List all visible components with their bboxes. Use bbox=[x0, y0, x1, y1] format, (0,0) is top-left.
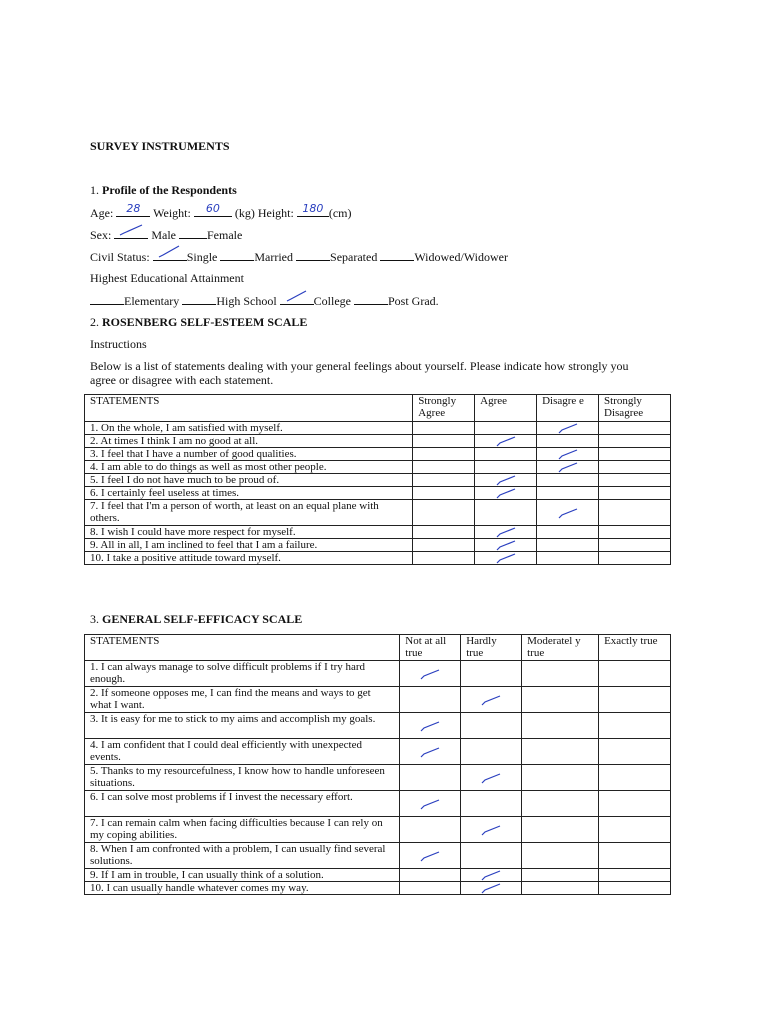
response-mark bbox=[475, 487, 536, 499]
page-title: SURVEY INSTRUMENTS bbox=[90, 139, 230, 153]
table-row bbox=[85, 461, 671, 474]
profile-heading bbox=[90, 183, 237, 197]
response-cell[interactable] bbox=[537, 461, 599, 474]
response-mark bbox=[400, 661, 460, 686]
response-cell[interactable] bbox=[522, 882, 599, 895]
table-row bbox=[85, 739, 671, 765]
column-header-option: Not at all true bbox=[400, 635, 461, 661]
table-row bbox=[85, 765, 671, 791]
edu-high-blank[interactable] bbox=[182, 293, 216, 305]
column-header-option: Hardly true bbox=[461, 635, 522, 661]
table-row bbox=[85, 539, 671, 552]
response-mark bbox=[461, 765, 521, 790]
edu-high-label: High School bbox=[216, 294, 277, 308]
response-cell[interactable] bbox=[461, 791, 522, 817]
statement-text: 5. I feel I do not have much to be proud of. bbox=[85, 474, 413, 487]
table-row bbox=[85, 422, 671, 435]
check-mark-icon bbox=[493, 486, 519, 500]
table-row bbox=[85, 869, 671, 882]
response-cell[interactable] bbox=[413, 539, 475, 552]
efficacy-heading bbox=[90, 612, 302, 626]
response-cell[interactable] bbox=[599, 882, 671, 895]
response-cell[interactable] bbox=[461, 713, 522, 739]
statement-text: 8. When I am confronted with a problem, I can usually find several solutions. bbox=[85, 843, 400, 869]
response-cell[interactable] bbox=[522, 687, 599, 713]
edu-post-blank[interactable] bbox=[354, 293, 388, 305]
response-cell[interactable] bbox=[413, 487, 475, 500]
check-mark-icon bbox=[493, 473, 519, 487]
response-cell[interactable] bbox=[475, 422, 537, 435]
response-cell[interactable] bbox=[522, 817, 599, 843]
check-mark-icon bbox=[493, 551, 519, 565]
edu-college-blank[interactable] bbox=[280, 293, 314, 305]
response-cell[interactable] bbox=[522, 765, 599, 791]
civil-married-blank[interactable] bbox=[220, 249, 254, 261]
response-cell[interactable] bbox=[537, 539, 599, 552]
response-mark bbox=[475, 539, 536, 551]
check-mark-icon bbox=[493, 434, 519, 448]
response-cell[interactable] bbox=[461, 661, 522, 687]
check-mark-icon bbox=[478, 868, 504, 882]
response-cell[interactable] bbox=[537, 500, 599, 526]
check-mark-icon bbox=[555, 460, 581, 474]
response-cell[interactable] bbox=[400, 687, 461, 713]
response-cell[interactable] bbox=[599, 422, 671, 435]
column-header-option: Agree bbox=[475, 395, 537, 422]
response-mark bbox=[400, 713, 460, 738]
response-cell[interactable] bbox=[537, 526, 599, 539]
response-cell[interactable] bbox=[599, 539, 671, 552]
response-cell[interactable] bbox=[599, 843, 671, 869]
response-cell[interactable] bbox=[400, 791, 461, 817]
response-cell[interactable] bbox=[400, 882, 461, 895]
table-row bbox=[85, 661, 671, 687]
response-cell[interactable] bbox=[599, 661, 671, 687]
response-mark bbox=[475, 474, 536, 486]
response-cell[interactable] bbox=[461, 739, 522, 765]
check-mark-icon bbox=[478, 881, 504, 895]
check-mark-icon bbox=[417, 797, 443, 811]
statement-text: 9. If I am in trouble, I can usually think of a solution. bbox=[85, 869, 400, 882]
response-cell[interactable] bbox=[599, 487, 671, 500]
response-cell[interactable] bbox=[413, 500, 475, 526]
response-cell[interactable] bbox=[599, 526, 671, 539]
column-header-statements: STATEMENTS bbox=[85, 395, 413, 422]
response-cell[interactable] bbox=[522, 661, 599, 687]
sex-line bbox=[90, 227, 242, 242]
response-cell[interactable] bbox=[461, 869, 522, 882]
statement-text: 9. All in all, I am inclined to feel that I am a failure. bbox=[85, 539, 413, 552]
response-cell[interactable] bbox=[461, 765, 522, 791]
response-mark bbox=[537, 422, 598, 434]
response-mark bbox=[400, 843, 460, 868]
response-cell[interactable] bbox=[413, 526, 475, 539]
statement-text: 2. If someone opposes me, I can find the means and ways to get what I want. bbox=[85, 687, 400, 713]
response-cell[interactable] bbox=[400, 817, 461, 843]
response-mark bbox=[537, 461, 598, 473]
table-row bbox=[85, 552, 671, 565]
civil-married-label: Married bbox=[254, 250, 294, 264]
response-cell[interactable] bbox=[537, 422, 599, 435]
response-cell[interactable] bbox=[413, 461, 475, 474]
response-cell[interactable] bbox=[522, 869, 599, 882]
response-cell[interactable] bbox=[537, 448, 599, 461]
instructions-label: Instructions bbox=[90, 337, 147, 351]
statement-text: 3. I feel that I have a number of good qualities. bbox=[85, 448, 413, 461]
statement-text: 1. On the whole, I am satisfied with myself. bbox=[85, 422, 413, 435]
response-cell[interactable] bbox=[522, 739, 599, 765]
section-number: 2. bbox=[90, 315, 99, 329]
check-mark-icon bbox=[478, 693, 504, 707]
weight-value: 60 bbox=[205, 202, 220, 215]
section-title: Profile of the Respondents bbox=[102, 183, 237, 197]
response-cell[interactable] bbox=[400, 739, 461, 765]
efficacy-table bbox=[84, 634, 671, 895]
civil-widowed-label: Widowed/Widower bbox=[414, 250, 509, 264]
statement-text: 10. I can usually handle whatever comes my way. bbox=[85, 882, 400, 895]
sex-male-blank[interactable] bbox=[114, 227, 148, 239]
statement-text: 4. I am able to do things as well as most other people. bbox=[85, 461, 413, 474]
statement-text: 5. Thanks to my resourcefulness, I know how to handle unforeseen situations. bbox=[85, 765, 400, 791]
response-mark bbox=[537, 500, 598, 525]
response-mark bbox=[461, 687, 521, 712]
column-header-option: Strongly Agree bbox=[413, 395, 475, 422]
edu-college-label: College bbox=[313, 294, 351, 308]
response-cell[interactable] bbox=[475, 448, 537, 461]
education-label: Highest Educational Attainment bbox=[90, 271, 244, 285]
response-mark bbox=[475, 526, 536, 538]
response-cell[interactable] bbox=[475, 474, 537, 487]
response-cell[interactable] bbox=[475, 487, 537, 500]
check-mark-icon bbox=[417, 667, 443, 681]
response-cell[interactable] bbox=[537, 552, 599, 565]
response-cell[interactable] bbox=[400, 765, 461, 791]
response-cell[interactable] bbox=[537, 474, 599, 487]
statement-text: 6. I certainly feel useless at times. bbox=[85, 487, 413, 500]
response-cell[interactable] bbox=[522, 843, 599, 869]
table-row bbox=[85, 474, 671, 487]
height-field[interactable] bbox=[297, 202, 329, 217]
age-weight-height-line bbox=[90, 202, 352, 220]
check-mark-icon bbox=[555, 421, 581, 435]
statement-text: 10. I take a positive attitude toward myself. bbox=[85, 552, 413, 565]
statement-text: 2. At times I think I am no good at all. bbox=[85, 435, 413, 448]
response-cell[interactable] bbox=[599, 500, 671, 526]
response-mark bbox=[475, 435, 536, 447]
table-row bbox=[85, 526, 671, 539]
table-row bbox=[85, 791, 671, 817]
response-cell[interactable] bbox=[599, 552, 671, 565]
section-title: ROSENBERG SELF-ESTEEM SCALE bbox=[102, 315, 308, 329]
civil-status-line bbox=[90, 249, 508, 264]
table-row bbox=[85, 448, 671, 461]
check-mark-icon bbox=[282, 289, 312, 303]
response-mark bbox=[475, 552, 536, 564]
column-header-option: Strongly Disagree bbox=[599, 395, 671, 422]
response-cell[interactable] bbox=[475, 435, 537, 448]
statement-text: 7. I feel that I'm a person of worth, at least on an equal plane with others. bbox=[85, 500, 413, 526]
response-cell[interactable] bbox=[475, 500, 537, 526]
response-cell[interactable] bbox=[599, 461, 671, 474]
response-cell[interactable] bbox=[413, 422, 475, 435]
check-mark-icon bbox=[417, 719, 443, 733]
response-cell[interactable] bbox=[599, 791, 671, 817]
civil-separated-label: Separated bbox=[330, 250, 378, 264]
statement-text: 7. I can remain calm when facing difficulties because I can rely on my coping abilities. bbox=[85, 817, 400, 843]
response-mark bbox=[461, 817, 521, 842]
table-row bbox=[85, 500, 671, 526]
response-cell[interactable] bbox=[599, 817, 671, 843]
response-cell[interactable] bbox=[413, 552, 475, 565]
edu-elementary-blank[interactable] bbox=[90, 293, 124, 305]
sex-female-label: Female bbox=[207, 228, 243, 242]
weight-unit-height-label: (kg) Height: bbox=[234, 206, 294, 220]
column-header-statements: STATEMENTS bbox=[85, 635, 400, 661]
section-number: 1. bbox=[90, 183, 99, 197]
response-cell[interactable] bbox=[400, 713, 461, 739]
response-cell[interactable] bbox=[475, 539, 537, 552]
table-row bbox=[85, 843, 671, 869]
civil-widowed-blank[interactable] bbox=[380, 249, 414, 261]
table-row bbox=[85, 435, 671, 448]
response-cell[interactable] bbox=[599, 474, 671, 487]
response-cell[interactable] bbox=[475, 526, 537, 539]
response-cell[interactable] bbox=[461, 882, 522, 895]
sex-label: Sex: bbox=[90, 228, 112, 242]
column-header-option: Moderatel y true bbox=[522, 635, 599, 661]
response-cell[interactable] bbox=[461, 843, 522, 869]
response-cell[interactable] bbox=[475, 461, 537, 474]
response-cell[interactable] bbox=[400, 869, 461, 882]
rosenberg-table bbox=[84, 394, 671, 565]
rosenberg-heading bbox=[90, 315, 307, 329]
table-row bbox=[85, 817, 671, 843]
check-mark-icon bbox=[116, 223, 146, 237]
response-cell[interactable] bbox=[599, 765, 671, 791]
response-cell[interactable] bbox=[537, 435, 599, 448]
education-line bbox=[90, 293, 439, 308]
weight-label: Weight: bbox=[153, 206, 191, 220]
civil-single-label: Single bbox=[186, 250, 218, 264]
check-mark-icon bbox=[417, 745, 443, 759]
table-row bbox=[85, 713, 671, 739]
response-cell[interactable] bbox=[475, 552, 537, 565]
response-cell[interactable] bbox=[461, 687, 522, 713]
instructions-text: Below is a list of statements dealing with your general feelings about yourself. Please indicate how strongly you agree or disagree with each statement. bbox=[90, 359, 629, 387]
height-value: 180 bbox=[302, 202, 324, 215]
response-cell[interactable] bbox=[599, 687, 671, 713]
response-cell[interactable] bbox=[537, 487, 599, 500]
response-cell[interactable] bbox=[400, 843, 461, 869]
age-field[interactable] bbox=[116, 202, 150, 217]
height-unit: (cm) bbox=[328, 206, 352, 220]
table-row bbox=[85, 687, 671, 713]
sex-female-blank[interactable] bbox=[179, 227, 207, 239]
response-cell[interactable] bbox=[413, 448, 475, 461]
sex-male-label: Male bbox=[151, 228, 176, 242]
check-mark-icon bbox=[417, 849, 443, 863]
statement-text: 1. I can always manage to solve difficult problems if I try hard enough. bbox=[85, 661, 400, 687]
table-row bbox=[85, 487, 671, 500]
check-mark-icon bbox=[478, 771, 504, 785]
response-mark bbox=[400, 791, 460, 816]
response-mark bbox=[461, 882, 521, 894]
check-mark-icon bbox=[555, 447, 581, 461]
response-mark bbox=[400, 739, 460, 764]
column-header-option: Exactly true bbox=[599, 635, 671, 661]
response-cell[interactable] bbox=[599, 739, 671, 765]
response-cell[interactable] bbox=[522, 791, 599, 817]
check-mark-icon bbox=[478, 823, 504, 837]
response-mark bbox=[537, 448, 598, 460]
age-label: Age: bbox=[90, 206, 114, 220]
check-mark-icon bbox=[493, 525, 519, 539]
edu-post-label: Post Grad. bbox=[387, 294, 439, 308]
response-mark bbox=[461, 869, 521, 881]
response-cell[interactable] bbox=[599, 869, 671, 882]
check-mark-icon bbox=[555, 506, 581, 520]
response-cell[interactable] bbox=[413, 435, 475, 448]
civil-status-label: Civil Status: bbox=[90, 250, 150, 264]
statement-text: 8. I wish I could have more respect for myself. bbox=[85, 526, 413, 539]
weight-field[interactable] bbox=[194, 202, 232, 217]
response-cell[interactable] bbox=[461, 817, 522, 843]
statement-text: 3. It is easy for me to stick to my aims and accomplish my goals. bbox=[85, 713, 400, 739]
column-header-option: Disagre e bbox=[537, 395, 599, 422]
civil-single-blank[interactable] bbox=[153, 249, 187, 261]
response-cell[interactable] bbox=[400, 661, 461, 687]
check-mark-icon bbox=[493, 538, 519, 552]
response-cell[interactable] bbox=[522, 713, 599, 739]
civil-separated-blank[interactable] bbox=[296, 249, 330, 261]
response-cell[interactable] bbox=[599, 435, 671, 448]
age-value: 28 bbox=[126, 202, 141, 215]
check-mark-icon bbox=[155, 245, 185, 259]
response-cell[interactable] bbox=[599, 448, 671, 461]
response-cell[interactable] bbox=[413, 474, 475, 487]
section-title: GENERAL SELF-EFFICACY SCALE bbox=[102, 612, 303, 626]
edu-elementary-label: Elementary bbox=[124, 294, 180, 308]
response-cell[interactable] bbox=[599, 713, 671, 739]
section-number: 3. bbox=[90, 612, 99, 626]
statement-text: 4. I am confident that I could deal efficiently with unexpected events. bbox=[85, 739, 400, 765]
statement-text: 6. I can solve most problems if I invest the necessary effort. bbox=[85, 791, 400, 817]
table-row bbox=[85, 882, 671, 895]
